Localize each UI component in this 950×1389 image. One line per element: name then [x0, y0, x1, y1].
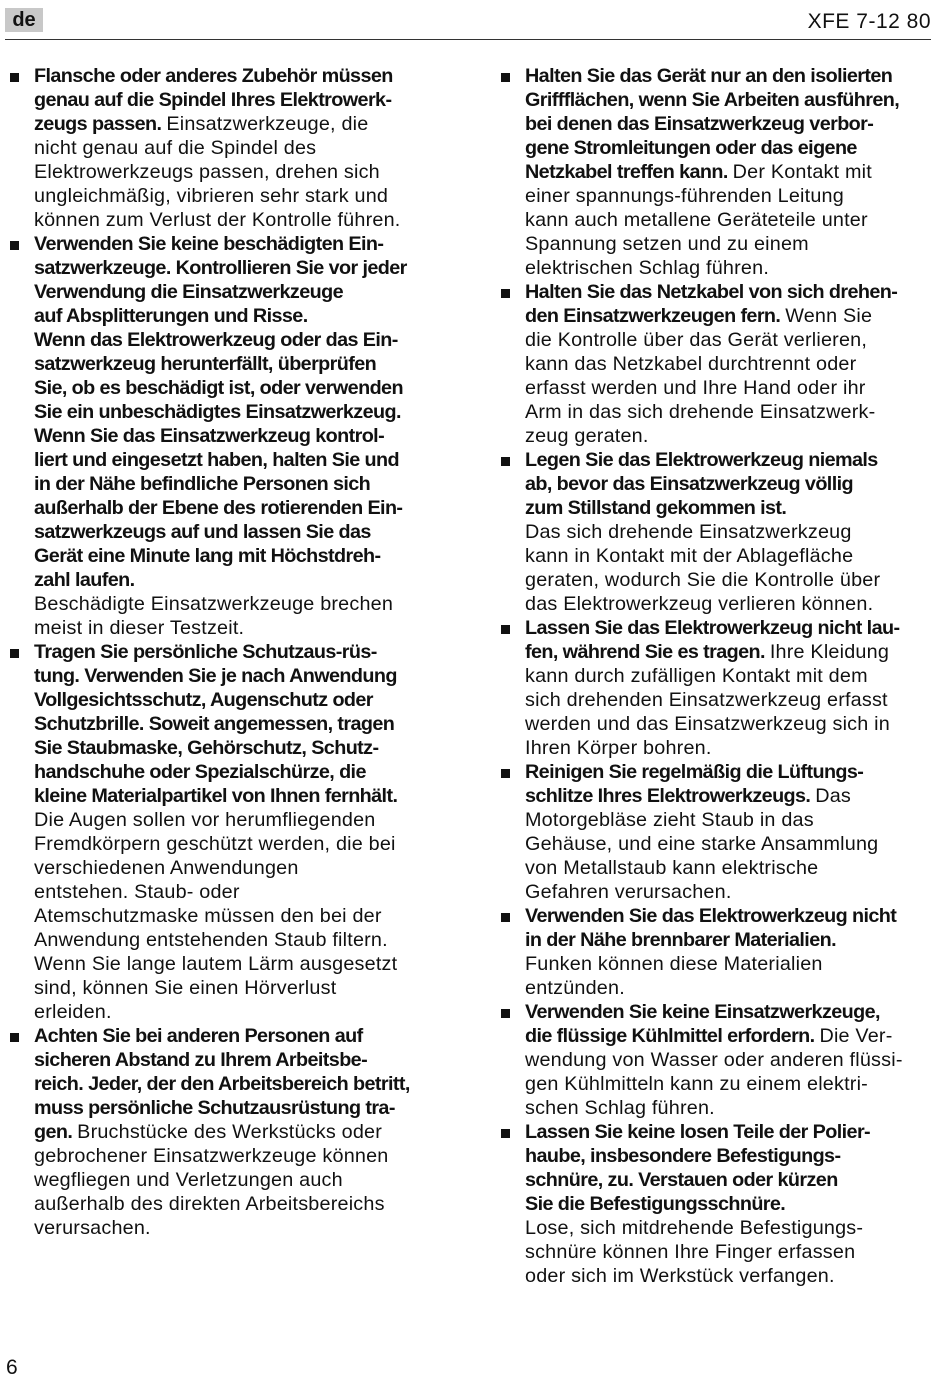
bold-text: Verwenden Sie das Elektrowerkzeug nicht [525, 905, 897, 927]
bold-text: den Einsatzwerkzeugen fern. [525, 305, 786, 327]
bold-text: gene Stromleitungen oder das eigene [525, 137, 857, 159]
bold-text: zeugs passen. [34, 113, 167, 135]
square-bullet-icon [501, 289, 510, 298]
text-line [34, 1144, 446, 1168]
body-text: ungleichmäßig, vibrieren sehr stark und [34, 185, 389, 207]
text-line [34, 688, 446, 712]
text-line [525, 1216, 937, 1240]
body-text: erleiden. [34, 1001, 112, 1023]
text-line [525, 448, 937, 472]
bold-text: bei denen das Einsatzwerkzeug verbor- [525, 113, 874, 135]
text-line [34, 400, 446, 424]
text-line [34, 640, 446, 664]
text-line [525, 928, 937, 952]
bold-text: in der Nähe brennbarer Materialien. [525, 929, 836, 951]
text-line [525, 640, 937, 664]
body-text: die Kontrolle über das Gerät verlieren, [525, 329, 868, 351]
bold-text: Sie Staubmaske, Gehörschutz, Schutz- [34, 737, 379, 759]
text-line [525, 1072, 937, 1096]
body-text: kann das Netzkabel durchtrennt oder [525, 353, 857, 375]
body-text: Wenn Sie lange lautem Lärm ausgesetzt [34, 953, 398, 975]
text-line [34, 544, 446, 568]
square-bullet-icon [10, 241, 19, 250]
text-line [525, 1168, 937, 1192]
body-text: von Metallstaub kann elektrische [525, 857, 819, 879]
text-line [34, 736, 446, 760]
bold-text: tung. Verwenden Sie je nach Anwendung [34, 665, 397, 687]
text-line [525, 400, 937, 424]
text-line [34, 1048, 446, 1072]
body-text: gen Kühlmitteln kann zu einem elektri- [525, 1073, 868, 1095]
body-text: elektrischen Schlag führen. [525, 257, 770, 279]
bold-text: auf Absplitterungen und Risse. [34, 305, 308, 327]
body-text: entstehen. Staub- oder [34, 881, 240, 903]
text-line [525, 616, 937, 640]
bold-text: Lassen Sie keine losen Teile der Polier- [525, 1121, 871, 1143]
text-line [525, 832, 937, 856]
text-line [525, 328, 937, 352]
bold-text: Sie die Befestigungsschnüre. [525, 1193, 786, 1215]
safety-item [6, 640, 446, 1024]
bold-text: sicheren Abstand zu Ihrem Arbeitsbe- [34, 1049, 368, 1071]
body-text: Lose, sich mitdrehende Befestigungs- [525, 1217, 864, 1239]
bold-text: Verwendung die Einsatzwerkzeuge [34, 281, 343, 303]
square-bullet-icon [10, 649, 19, 658]
text-line [34, 160, 446, 184]
square-bullet-icon [501, 457, 510, 466]
square-bullet-icon [10, 73, 19, 82]
bold-text: kleine Materialpartikel von Ihnen fernhält. [34, 785, 398, 807]
body-text: Die Augen sollen vor herumfliegenden [34, 809, 376, 831]
safety-item [497, 1120, 937, 1288]
bold-text: Sie, ob es beschädigt ist, oder verwenden [34, 377, 403, 399]
bold-text: Griffflächen, wenn Sie Arbeiten ausführen, [525, 89, 900, 111]
body-text: Bruchstücke des Werkstücks oder [77, 1121, 383, 1143]
body-text: Fremdkörpern geschützt werden, die bei [34, 833, 396, 855]
text-line [34, 712, 446, 736]
body-text: sich drehenden Einsatzwerkzeug erfasst [525, 689, 888, 711]
text-line [34, 760, 446, 784]
body-text: verschiedenen Anwendungen [34, 857, 299, 879]
text-line [525, 352, 937, 376]
body-text: oder sich im Werkstück verfangen. [525, 1265, 835, 1287]
text-line [34, 208, 446, 232]
body-text: sind, können Sie einen Hörverlust [34, 977, 337, 999]
square-bullet-icon [501, 913, 510, 922]
safety-item [497, 448, 937, 616]
left-column [6, 64, 446, 1240]
text-line [34, 904, 446, 928]
bold-text: zahl laufen. [34, 569, 135, 591]
text-line [34, 592, 446, 616]
text-line [525, 1024, 937, 1048]
text-line [525, 88, 937, 112]
bold-text: genau auf die Spindel Ihres Elektrowerk- [34, 89, 392, 111]
text-line [525, 1120, 937, 1144]
bold-text: satzwerkzeugs auf und lassen Sie das [34, 521, 371, 543]
text-line [34, 304, 446, 328]
body-text: einer spannungs-führenden Leitung [525, 185, 844, 207]
text-line [525, 808, 937, 832]
text-line [525, 952, 937, 976]
body-text: geraten, wodurch Sie die Kontrolle über [525, 569, 881, 591]
text-line [525, 496, 937, 520]
text-line [34, 1120, 446, 1144]
text-line [525, 904, 937, 928]
bold-text: in der Nähe befindliche Personen sich [34, 473, 371, 495]
body-text: kann in Kontakt mit der Ablagefläche [525, 545, 854, 567]
text-line [34, 1024, 446, 1048]
bold-text: reich. Jeder, der den Arbeitsbereich betritt, [34, 1073, 410, 1095]
text-line [34, 1216, 446, 1240]
body-text: schnüre können Ihre Finger erfassen [525, 1241, 856, 1263]
body-text: Gefahren verursachen. [525, 881, 732, 903]
bold-text: Halten Sie das Netzkabel von sich drehen- [525, 281, 898, 303]
text-line [34, 232, 446, 256]
body-text: erfasst werden und Ihre Hand oder ihr [525, 377, 866, 399]
square-bullet-icon [501, 625, 510, 634]
bold-text: Lassen Sie das Elektrowerkzeug nicht lau- [525, 617, 900, 639]
body-text: werden und das Einsatzwerkzeug sich in [525, 713, 890, 735]
body-text: Gehäuse, und eine starke Ansammlung [525, 833, 879, 855]
text-line [525, 520, 937, 544]
text-line [34, 376, 446, 400]
text-line [34, 136, 446, 160]
safety-item [6, 64, 446, 232]
text-line [34, 1000, 446, 1024]
bold-text: fen, während Sie es tragen. [525, 641, 770, 663]
text-line [34, 424, 446, 448]
body-text: Funken können diese Materialien [525, 953, 823, 975]
safety-item [497, 616, 937, 760]
bold-text: Wenn das Elektrowerkzeug oder das Ein- [34, 329, 398, 351]
body-text: außerhalb des direkten Arbeitsbereichs [34, 1193, 385, 1215]
body-text: das Elektrowerkzeug verlieren können. [525, 593, 874, 615]
bold-text: satzwerkzeug herunterfällt, überprüfen [34, 353, 377, 375]
safety-item [6, 1024, 446, 1240]
bold-text: schnüre, zu. Verstauen oder kürzen [525, 1169, 838, 1191]
text-line [34, 256, 446, 280]
text-line [34, 496, 446, 520]
language-badge: de [5, 8, 43, 32]
text-line [525, 376, 937, 400]
text-line [34, 472, 446, 496]
page-number: 6 [6, 1356, 18, 1379]
body-text: kann durch zufälligen Kontakt mit dem [525, 665, 868, 687]
text-line [34, 784, 446, 808]
text-line [34, 1072, 446, 1096]
square-bullet-icon [501, 769, 510, 778]
bold-text: satzwerkzeuge. Kontrollieren Sie vor jeder [34, 257, 407, 279]
square-bullet-icon [501, 73, 510, 82]
right-column [497, 64, 937, 1288]
text-line [34, 328, 446, 352]
text-line [525, 424, 937, 448]
text-line [525, 136, 937, 160]
text-line [34, 832, 446, 856]
text-line [34, 352, 446, 376]
body-text: zeug geraten. [525, 425, 649, 447]
text-line [525, 304, 937, 328]
safety-item [6, 232, 446, 640]
text-line [34, 808, 446, 832]
text-line [525, 256, 937, 280]
body-text: verursachen. [34, 1217, 151, 1239]
text-line [525, 232, 937, 256]
text-line [525, 1000, 937, 1024]
safety-item [497, 1000, 937, 1120]
bold-text: Halten Sie das Gerät nur an den isolierten [525, 65, 893, 87]
text-line [34, 1168, 446, 1192]
bold-text: Achten Sie bei anderen Personen auf [34, 1025, 363, 1047]
text-line [525, 1192, 937, 1216]
header-rule [5, 39, 931, 40]
text-line [34, 856, 446, 880]
bold-text: Vollgesichtsschutz, Augenschutz oder [34, 689, 373, 711]
text-line [525, 160, 937, 184]
text-line [525, 760, 937, 784]
text-line [525, 712, 937, 736]
body-text: meist in dieser Testzeit. [34, 617, 245, 639]
text-line [34, 184, 446, 208]
body-text: wendung von Wasser oder anderen flüssi- [525, 1049, 903, 1071]
square-bullet-icon [501, 1129, 510, 1138]
body-text: Die Ver- [819, 1025, 893, 1047]
text-line [34, 664, 446, 688]
model-number: XFE 7-12 80 [807, 10, 931, 33]
text-line [525, 280, 937, 304]
body-text: können zum Verlust der Kontrolle führen. [34, 209, 401, 231]
safety-item [497, 280, 937, 448]
bold-text: haube, insbesondere Befestigungs- [525, 1145, 841, 1167]
text-line [34, 88, 446, 112]
bold-text: muss persönliche Schutzausrüstung tra- [34, 1097, 395, 1119]
body-text: Einsatzwerkzeuge, die [166, 113, 369, 135]
body-text: Arm in das sich drehende Einsatzwerk- [525, 401, 876, 423]
text-line [525, 1240, 937, 1264]
bold-text: Schutzbrille. Soweit angemessen, tragen [34, 713, 395, 735]
text-line [525, 856, 937, 880]
text-line [525, 736, 937, 760]
body-text: schen Schlag führen. [525, 1097, 715, 1119]
text-line [525, 1144, 937, 1168]
body-text: entzünden. [525, 977, 625, 999]
body-text: Beschädigte Einsatzwerkzeuge brechen [34, 593, 394, 615]
bold-text: Verwenden Sie keine beschädigten Ein- [34, 233, 384, 255]
text-line [34, 1192, 446, 1216]
text-line [525, 976, 937, 1000]
text-line [525, 208, 937, 232]
text-line [34, 280, 446, 304]
text-line [525, 1096, 937, 1120]
text-line [34, 520, 446, 544]
square-bullet-icon [501, 1009, 510, 1018]
text-line [525, 64, 937, 88]
safety-item [497, 64, 937, 280]
text-line [34, 976, 446, 1000]
body-text: Der Kontakt mit [732, 161, 872, 183]
text-line [34, 880, 446, 904]
body-text: Anwendung entstehenden Staub filtern. [34, 929, 388, 951]
body-text: gebrochener Einsatzwerkzeuge können [34, 1145, 389, 1167]
body-text: Spannung setzen und zu einem [525, 233, 809, 255]
body-text: Ihre Kleidung [769, 641, 890, 663]
bold-text: Sie ein unbeschädigtes Einsatzwerkzeug. [34, 401, 401, 423]
bold-text: ab, bevor das Einsatzwerkzeug völlig [525, 473, 853, 495]
bold-text: gen. [34, 1121, 78, 1143]
text-line [525, 1264, 937, 1288]
body-text: Das sich drehende Einsatzwerkzeug [525, 521, 852, 543]
text-line [525, 592, 937, 616]
body-text: Motorgebläse zieht Staub in das [525, 809, 814, 831]
text-line [34, 928, 446, 952]
bold-text: Netzkabel treffen kann. [525, 161, 733, 183]
text-line [525, 184, 937, 208]
bold-text: Flansche oder anderes Zubehör müssen [34, 65, 393, 87]
text-line [525, 688, 937, 712]
text-line [525, 1048, 937, 1072]
text-line [34, 568, 446, 592]
text-line [34, 952, 446, 976]
text-line [525, 664, 937, 688]
bold-text: handschuhe oder Spezialschürze, die [34, 761, 366, 783]
bold-text: Legen Sie das Elektrowerkzeug niemals [525, 449, 878, 471]
body-text: Wenn Sie [785, 305, 873, 327]
text-line [525, 784, 937, 808]
bold-text: außerhalb der Ebene des rotierenden Ein- [34, 497, 403, 519]
text-line [525, 544, 937, 568]
bold-text: liert und eingesetzt haben, halten Sie und [34, 449, 399, 471]
text-line [34, 112, 446, 136]
text-line [525, 568, 937, 592]
text-line [34, 1096, 446, 1120]
bold-text: Reinigen Sie regelmäßig die Lüftungs- [525, 761, 864, 783]
square-bullet-icon [10, 1033, 19, 1042]
text-line [525, 472, 937, 496]
body-text: nicht genau auf die Spindel des [34, 137, 317, 159]
bold-text: Tragen Sie persönliche Schutzaus-rüs- [34, 641, 377, 663]
bold-text: die flüssige Kühlmittel erfordern. [525, 1025, 820, 1047]
bold-text: Gerät eine Minute lang mit Höchstdreh- [34, 545, 381, 567]
body-text: kann auch metallene Geräteteile unter [525, 209, 868, 231]
safety-item [497, 760, 937, 904]
text-line [525, 112, 937, 136]
bold-text: Verwenden Sie keine Einsatzwerkzeuge, [525, 1001, 880, 1023]
bold-text: zum Stillstand gekommen ist. [525, 497, 787, 519]
body-text: Das [815, 785, 852, 807]
body-text: Ihren Körper bohren. [525, 737, 712, 759]
body-text: wegfliegen und Verletzungen auch [34, 1169, 343, 1191]
bold-text: schlitze Ihres Elektrowerkzeugs. [525, 785, 816, 807]
safety-item [497, 904, 937, 1000]
text-line [34, 64, 446, 88]
text-line [525, 880, 937, 904]
body-text: Elektrowerkzeugs passen, drehen sich [34, 161, 380, 183]
bold-text: Wenn Sie das Einsatzwerkzeug kontrol- [34, 425, 385, 447]
text-line [34, 616, 446, 640]
body-text: Atemschutzmaske müssen den bei der [34, 905, 382, 927]
text-line [34, 448, 446, 472]
